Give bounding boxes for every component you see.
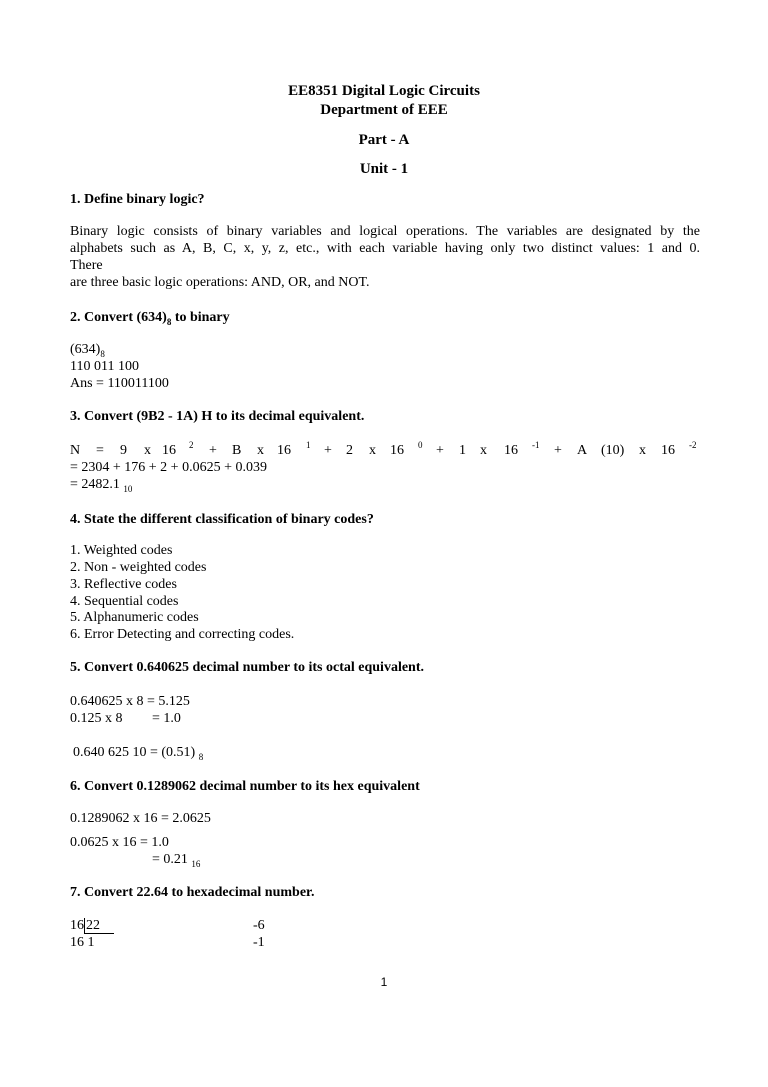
list-item: 5. Alphanumeric codes bbox=[70, 610, 199, 625]
list-item: 1. Weighted codes bbox=[70, 543, 173, 558]
q1-answer-line1: Binary logic consists of binary variables and logical operations. The variables are designated by the bbox=[70, 224, 700, 239]
q3-answer-line3: = 2482.1 $_{10}$ bbox=[70, 477, 133, 494]
list-item: 3. Reflective codes bbox=[70, 577, 177, 592]
q1-answer-line4: are three basic logic operations: AND, OR, and NOT. bbox=[70, 275, 370, 290]
q2-heading: 2. Convert $(634)_8$ to binary bbox=[70, 310, 230, 327]
division-bracket: 22 bbox=[84, 918, 114, 934]
q7-heading: 7. Convert 22.64 to hexadecimal number. bbox=[70, 885, 315, 900]
list-item: 4. Sequential codes bbox=[70, 594, 179, 609]
q7-division-row1: 16 22 -6 bbox=[70, 918, 265, 933]
q1-answer-line3: There bbox=[70, 258, 103, 273]
list-item: 6. Error Detecting and correcting codes. bbox=[70, 627, 295, 642]
list-item: 2. Non - weighted codes bbox=[70, 560, 207, 575]
q5-heading: 5. Convert 0.640625 decimal number to its octal equivalent. bbox=[70, 660, 424, 675]
q3-heading: 3. Convert (9B2 - 1A) H to its decimal equivalent. bbox=[70, 409, 365, 424]
q6-heading: 6. Convert 0.1289062 decimal number to its hex equivalent bbox=[70, 779, 420, 794]
q6-answer-line2: 0.0625 x 16 = 1.0 bbox=[70, 835, 169, 850]
q4-heading: 4. State the different classification of binary codes? bbox=[70, 512, 374, 527]
part-title: Part - A bbox=[358, 132, 410, 148]
q1-answer-line2: alphabets such as A, B, C, x, y, z, etc., with each variable having only two distinct values: 1 and 0. bbox=[70, 241, 700, 256]
course-title: EE8351 Digital Logic Circuits bbox=[288, 83, 480, 99]
q5-answer-line3: 0.640 625 10 = (0.51) $_8$ bbox=[73, 745, 204, 762]
q3-equation: N = 9 x 16 2 + B x 16 1 + 2 x 16 0 + 1 x 16 -1 + A (10) x 16 -2 bbox=[70, 440, 697, 458]
q2-answer-line1: $(634)_8$ bbox=[70, 342, 105, 359]
page-number: 1 bbox=[380, 975, 388, 989]
q6-answer-line3: = 0.21 $_{16}$ bbox=[152, 852, 201, 869]
department-title: Department of EEE bbox=[320, 102, 448, 118]
q5-answer-line1: 0.640625 x 8 = 5.125 bbox=[70, 694, 190, 709]
q2-answer-line3: Ans = 110011100 bbox=[70, 376, 169, 391]
unit-title: Unit - 1 bbox=[359, 161, 409, 177]
q1-heading: 1. Define binary logic? bbox=[70, 192, 205, 207]
q3-answer-line2: = 2304 + 176 + 2 + 0.0625 + 0.039 bbox=[70, 460, 267, 475]
q5-answer-line2: 0.125 x 8 = 1.0 bbox=[70, 711, 181, 726]
q7-division-row2: 16 1 -1 bbox=[70, 935, 265, 950]
q2-answer-line2: 110 011 100 bbox=[70, 359, 139, 374]
q6-answer-line1: 0.1289062 x 16 = 2.0625 bbox=[70, 811, 211, 826]
